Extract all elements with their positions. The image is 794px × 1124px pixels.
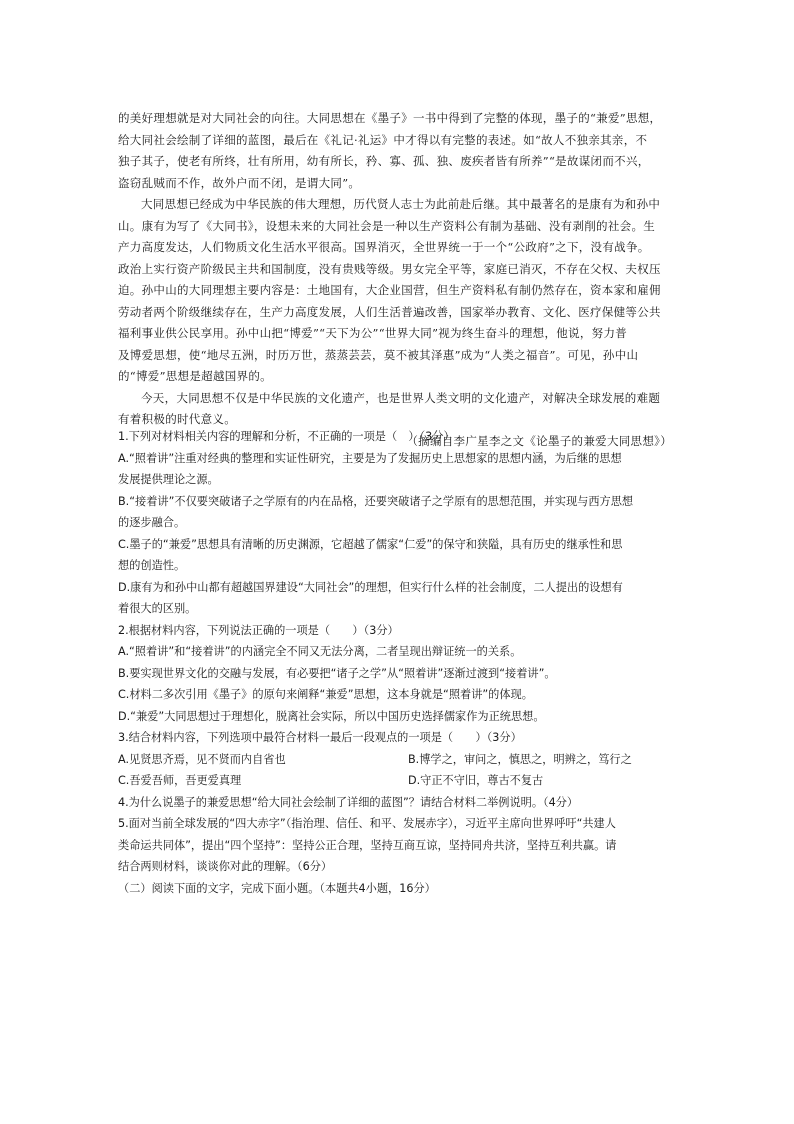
passage-line: 的美好理想就是对大同社会的向往。大同思想在《墨子》一书中得到了完整的体现，墨子的“兼爱”思想， — [118, 111, 662, 125]
passage-line: 政治上实行资产阶级民主共和国制度，没有贵贱等级。男女完全平等，家庭已消灭，不存在父权、夫权压 — [118, 261, 661, 276]
passage-line: 今天，大同思想不仅是中华民族的文化遗产，也是世界人类文明的文化遗产，对解决全球发展的难题 — [141, 390, 661, 405]
question-2-option-c: C.材料二多次引用《墨子》的原句来阐释“兼爱”思想，这本身就是“照着讲”的体现。 — [118, 688, 533, 701]
passage-source: （摘编自李广星李之文《论墨子的兼爱大同思想》） — [406, 433, 672, 448]
question-2-option-d: D.“兼爱”大同思想过于理想化，脱离社会实际，所以中国历史选择儒家作为正统思想。 — [118, 709, 545, 723]
question-1-option-b: B.“接着讲”不仅要突破诸子之学原有的内在品格，还要突破诸子之学原有的思想范围，并实现与西方思想 — [118, 494, 634, 508]
question-1-option-a-cont: 发展提供理论之源。 — [118, 473, 219, 486]
question-4-stem: 4.为什么说墨子的兼爱思想“给大同社会绘制了详细的蓝图”？请结合材料二举例说明。（4分） — [118, 795, 579, 809]
passage-line: 迫。孙中山的大同理想主要内容是：土地国有，大企业国营，但生产资料私有制仍然存在，资本家和雇佣 — [118, 283, 661, 297]
section-2-heading: （二）阅读下面的文字，完成下面小题。（本题共4小题，16分） — [118, 881, 436, 895]
passage-line: 盗窃乱贼而不作，故外户而不闭，是谓大同”。 — [118, 175, 361, 190]
reading-passage — [118, 108, 676, 452]
passage-line: 福利事业供公民享用。孙中山把“博爱”“天下为公”“世界大同”视为终生奋斗的理想，他说，努力普 — [118, 326, 628, 340]
passage-line: 及博爱思想，使“地尽五洲，时历万世，蒸蒸芸芸，莫不被其泽惠”成为“人类之福音”。可见，孙中山 — [118, 347, 639, 362]
question-3-option-b: B.博学之，审问之，慎思之，明辨之，笃行之 — [408, 752, 632, 766]
question-1-stem: 1.下列对材料相关内容的理解和分析，不正确的一项是（ ）（3分） — [118, 430, 455, 443]
passage-line: 独子其子，使老有所终，壮有所用，幼有所长，矜、寡、孤、独、废疾者皆有所养”“是故谋闭而不兴， — [118, 154, 650, 168]
question-2-option-b: B.要实现世界文化的交融与发展，有必要把“诸子之学”从“照着讲”逐渐过渡到“接着讲”。 — [118, 666, 556, 680]
passage-line: 大同思想已经成为中华民族的伟大理想，历代贤人志士为此前赴后继。其中最著名的是康有为和孙中 — [141, 197, 661, 211]
question-3-options-row-1 — [118, 749, 678, 771]
passage-line: 山。康有为写了《大同书》，设想未来的大同社会是一种以生产资料公有制为基础、没有剥削的社会。生 — [118, 218, 656, 233]
question-5-stem-cont: 类命运共同体”，提出“四个坚持”：坚持公正合理，坚持互商互谅，坚持同舟共济，坚持互利共赢。请 — [118, 838, 617, 852]
question-1-option-b-cont: 的逐步融合。 — [118, 516, 186, 529]
passage-line: 给大同社会绘制了详细的蓝图，最后在《礼记·礼运》中才得以有完整的表述。如“故人不独亲其亲，不 — [118, 132, 648, 147]
question-3-option-a: A.见贤思齐焉，见不贤而内自省也 — [118, 752, 286, 766]
question-3-option-c: C.吾爱吾师，吾更爱真理 — [118, 774, 242, 787]
question-1-option-d-cont: 着很大的区别。 — [118, 602, 197, 615]
passage-line: 劳动者两个阶级继续存在，生产力高度发展，人们生活普遍改善，国家举办教育、文化、医疗保健等公共 — [118, 304, 661, 319]
question-1-option-c: C.墨子的“兼爱”思想具有清晰的历史渊源，它超越了儒家“仁爱”的保守和狭隘，具有历史的继承性和思 — [118, 537, 623, 551]
passage-line: 的“博爱”思想是超越国界的。 — [118, 369, 272, 383]
question-5-stem: 5.面对当前全球发展的“四大赤字”（指治理、信任、和平、发展赤字），习近平主席向世界呼吁“共建人 — [118, 817, 616, 830]
question-3-stem: 3.结合材料内容，下列选项中最符合材料一最后一段观点的一项是（ ）（3分） — [118, 731, 522, 744]
question-1-option-d: D.康有为和孙中山都有超越国界建设“大同社会”的理想，但实行什么样的社会制度，二人提出的设想有 — [118, 580, 623, 594]
question-5-stem-cont: 结合两则材料，谈谈你对此的理解。（6分） — [118, 860, 333, 873]
passage-line: 有着积极的时代意义。 — [118, 412, 236, 426]
question-list — [118, 426, 678, 899]
question-1-option-c-cont: 想的创造性。 — [118, 559, 186, 572]
question-3-options-row-2 — [118, 770, 678, 792]
question-2-option-a: A.“照着讲”和“接着讲”的内涵完全不同又无法分离，二者呈现出辩证统一的关系。 — [118, 645, 522, 658]
question-1-option-a: A.“照着讲”注重对经典的整理和实证性研究，主要是为了发掘历史上思想家的思想内涵，为后继的思想 — [118, 451, 622, 465]
passage-line: 产力高度发达，人们物质文化生活水平很高。国界消灭，全世界统一于一个“公政府”之下，没有战争。 — [118, 240, 650, 254]
question-3-option-d: D.守正不守旧，尊古不复古 — [408, 774, 544, 787]
question-2-stem: 2.根据材料内容，下列说法正确的一项是（ ）（3分） — [118, 623, 399, 637]
